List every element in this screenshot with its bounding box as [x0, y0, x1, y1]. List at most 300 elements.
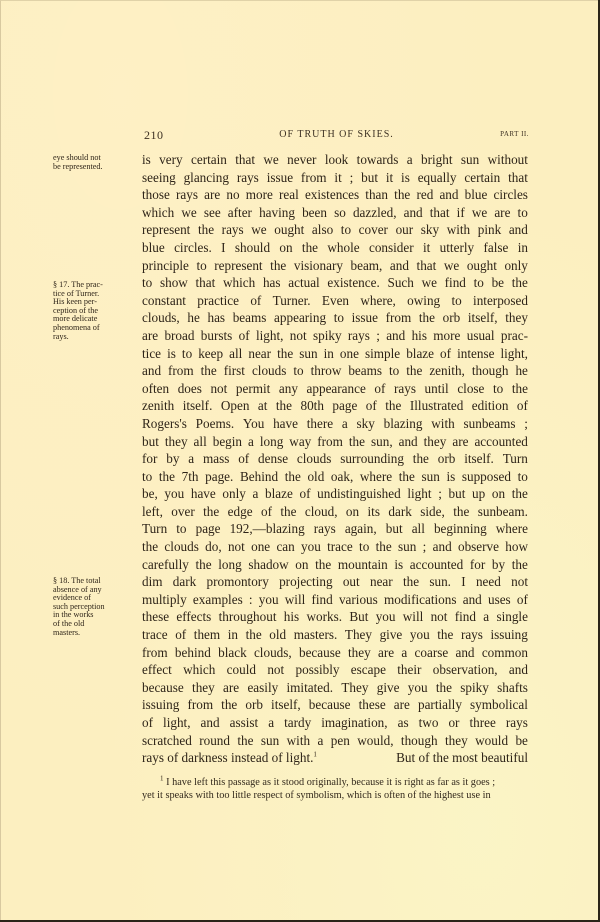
word: common — [481, 644, 528, 660]
word: surrounding — [340, 451, 404, 467]
footnote-reference[interactable]: 1 — [313, 750, 317, 759]
word: imitated. — [286, 679, 334, 695]
word: to — [359, 539, 370, 555]
word: one — [251, 539, 271, 555]
word: possibly — [295, 662, 340, 678]
word: of — [516, 591, 528, 607]
word: and — [386, 327, 406, 343]
text-line — [142, 679, 528, 697]
word: we — [251, 222, 267, 238]
word: principle — [142, 257, 189, 273]
word: the — [280, 503, 297, 519]
word: promontory — [206, 574, 269, 590]
word: look — [324, 152, 349, 167]
word: which — [183, 662, 216, 678]
sidenote-line: more delicate — [53, 314, 98, 324]
word: rays — [347, 327, 370, 343]
word: by — [166, 451, 180, 467]
text-line — [142, 257, 528, 275]
text-line — [142, 608, 528, 626]
word: be — [515, 732, 528, 748]
word: false — [483, 239, 509, 255]
word: is — [401, 169, 410, 185]
text-line-last — [142, 749, 528, 767]
word: beam, — [350, 257, 383, 273]
sidenote-line: absence of any — [53, 584, 102, 594]
word: issue — [351, 310, 378, 326]
word: appearing — [274, 310, 327, 326]
word: Rogers's — [142, 415, 187, 431]
word: his — [411, 327, 427, 343]
word: near — [248, 345, 272, 361]
word: broad — [164, 327, 195, 343]
word: left, — [142, 503, 163, 519]
text-line — [142, 151, 528, 169]
word: our — [395, 222, 414, 238]
word: only — [504, 257, 528, 273]
word: and — [455, 644, 475, 660]
word: a — [341, 415, 348, 431]
word: close — [457, 380, 485, 396]
word: accounted — [409, 556, 464, 572]
word: up — [472, 486, 486, 502]
word: light, — [255, 327, 284, 343]
word: from — [168, 363, 194, 379]
word: edge — [227, 503, 253, 519]
word: should — [234, 239, 271, 255]
word: various — [338, 591, 378, 607]
word: his — [283, 609, 300, 625]
word: are — [204, 187, 221, 203]
word: beginning — [433, 521, 487, 537]
word: one — [339, 345, 359, 361]
word: of — [374, 380, 386, 396]
word: to — [451, 292, 462, 308]
word: projecting — [279, 574, 333, 590]
word: to — [142, 275, 153, 291]
word: very — [159, 152, 183, 167]
text-line — [142, 661, 528, 679]
word: not — [210, 380, 228, 396]
text-line — [142, 520, 528, 538]
word: pink — [477, 222, 502, 238]
word: its — [367, 503, 380, 519]
word: represent — [214, 257, 263, 273]
footnote-line-2: yet it speaks with too little respect of symbolism, which is often of the highest use in — [142, 790, 491, 801]
word: interposed — [473, 292, 528, 308]
word: masters. — [293, 627, 338, 643]
word: from — [300, 169, 327, 185]
word: rays — [236, 169, 259, 185]
word: I — [221, 239, 226, 255]
word: the — [511, 275, 528, 291]
word: carefully — [142, 556, 189, 572]
word: to — [176, 521, 187, 537]
word: symbolical — [470, 697, 528, 713]
word: not — [511, 574, 528, 590]
word: can — [276, 539, 295, 555]
word: clouds, — [142, 310, 180, 326]
word: page — [195, 521, 221, 537]
text-line — [142, 204, 528, 222]
word: side, — [420, 503, 445, 519]
text-before-note: rays of darkness instead of light. — [142, 750, 314, 766]
word: They — [344, 627, 372, 643]
word: only — [222, 486, 246, 502]
word: on — [295, 556, 309, 572]
word: it — [334, 169, 342, 185]
word: circles. — [174, 239, 212, 255]
text-line — [142, 362, 528, 380]
word: never — [287, 152, 317, 167]
word: the — [412, 451, 429, 467]
word: of — [516, 398, 528, 414]
word: after — [227, 204, 252, 220]
text-line — [142, 732, 528, 750]
word: we — [443, 257, 460, 273]
word: way — [289, 433, 312, 449]
word: the — [402, 574, 420, 590]
word: single — [496, 609, 528, 625]
word: 80th — [300, 398, 324, 414]
word: which — [223, 275, 256, 291]
word: certain — [190, 152, 227, 167]
word: ; — [376, 327, 380, 343]
word: a — [252, 486, 259, 502]
word: by — [491, 556, 506, 572]
word: the — [197, 222, 215, 238]
word: if — [456, 204, 465, 220]
word: the — [158, 468, 176, 484]
sidenote-line: be represented. — [53, 161, 103, 171]
word: bright — [421, 152, 453, 167]
word: You — [242, 415, 265, 431]
word: to — [389, 363, 400, 379]
word: two — [418, 715, 439, 730]
word: they — [423, 433, 447, 449]
sidenote-section-17 — [53, 281, 137, 341]
word: having — [259, 204, 295, 220]
sidenote-line: § 18. The total — [53, 576, 101, 585]
word: oak, — [330, 468, 354, 484]
word: would — [475, 732, 509, 748]
running-head — [144, 128, 529, 144]
word: without — [487, 152, 528, 167]
text-line — [142, 309, 528, 327]
word: he — [187, 310, 200, 326]
word: has — [262, 275, 281, 291]
word: zenith — [142, 398, 175, 414]
word: represent — [142, 222, 191, 238]
word: from — [317, 433, 343, 449]
word: the — [275, 398, 293, 414]
word: blue — [464, 187, 488, 203]
word: them — [193, 627, 221, 643]
word: are — [223, 679, 240, 695]
word: of — [238, 451, 250, 467]
word: the — [237, 732, 254, 748]
text-line — [142, 345, 528, 363]
word: sun, — [371, 433, 393, 449]
word: tice — [142, 345, 162, 361]
word: we — [421, 275, 437, 291]
word: constant — [142, 292, 186, 308]
word: at — [257, 398, 268, 414]
word: effect — [142, 662, 172, 678]
word: also — [311, 222, 334, 238]
word: that — [508, 169, 528, 185]
word: the — [406, 363, 423, 379]
word: old — [269, 627, 287, 643]
word: is — [167, 345, 176, 361]
word: sun — [460, 152, 480, 167]
word: and — [462, 591, 482, 607]
word: the — [195, 556, 212, 572]
word: could — [226, 662, 256, 678]
word: ; — [422, 539, 427, 555]
word: old — [307, 468, 325, 484]
word: are — [377, 644, 395, 660]
text-line — [142, 433, 528, 451]
word: you — [164, 486, 185, 502]
word: ; — [349, 169, 354, 185]
word: they — [192, 679, 215, 695]
word: cloud, — [304, 503, 338, 519]
text-line — [142, 714, 528, 732]
word: not — [227, 539, 245, 555]
word: they — [164, 433, 188, 449]
word: 192,—blazing — [229, 521, 305, 537]
word: see — [203, 204, 221, 220]
word: is — [142, 152, 151, 167]
word: all — [411, 521, 425, 537]
word: Behind — [239, 468, 279, 484]
word: and — [142, 363, 162, 379]
word: are — [494, 204, 511, 220]
word: that — [235, 152, 256, 167]
word: the — [277, 345, 294, 361]
text-line — [142, 292, 528, 310]
word: does — [177, 380, 202, 396]
word: are — [142, 327, 159, 343]
word: show — [159, 275, 188, 291]
word: a — [188, 451, 195, 467]
word: They — [341, 679, 369, 695]
word: Open — [220, 398, 250, 414]
word: not — [430, 609, 448, 625]
word: mountain — [337, 556, 388, 572]
text-line — [142, 186, 528, 204]
word: rays — [460, 627, 483, 643]
text-after-note: But of the most beautiful — [396, 750, 528, 766]
word: the — [375, 539, 392, 555]
word: are — [393, 697, 410, 713]
word: coarse — [414, 644, 449, 660]
word: itself, — [467, 310, 498, 326]
word: all — [229, 345, 243, 361]
body-text — [142, 151, 528, 767]
sidenote-line: § 17. The prac- — [53, 280, 103, 289]
word: not — [267, 662, 285, 678]
word: not — [289, 327, 307, 343]
footnote-line-1: I have left this passage as it stood originally, because it is right as far as it goes ; — [166, 777, 496, 788]
word: be — [491, 275, 505, 291]
word: has — [207, 310, 226, 326]
word: works. — [306, 609, 343, 625]
sidenote-eye-should-not — [53, 154, 137, 171]
word: you — [375, 609, 396, 625]
word: you — [301, 539, 321, 555]
word: visionary — [293, 257, 343, 273]
sidenote-line: in the works — [53, 610, 94, 620]
footnote-marker: 1 — [160, 774, 164, 783]
word: which — [142, 204, 175, 220]
word: Turn — [142, 521, 168, 537]
word: the — [418, 310, 436, 326]
word: rays — [313, 521, 336, 537]
word: trace — [327, 539, 353, 555]
word: give — [379, 627, 403, 643]
word: over — [171, 503, 195, 519]
word: consider — [368, 239, 414, 255]
word: Illustrated — [409, 398, 464, 414]
word: of — [250, 292, 262, 308]
text-line — [142, 450, 528, 468]
word: shafts — [497, 679, 528, 695]
word: intense — [457, 345, 495, 361]
word: and — [403, 204, 423, 220]
footnote-line — [142, 776, 528, 789]
word: pen — [330, 732, 350, 748]
word: but — [448, 486, 466, 502]
word: page — [332, 398, 358, 414]
word: and — [389, 257, 409, 273]
word: whole — [327, 239, 360, 255]
word: to — [517, 204, 528, 220]
sidenote-line: ception of the — [53, 305, 99, 315]
word: 7th — [181, 468, 199, 484]
word: of — [238, 327, 250, 343]
word: is — [446, 468, 456, 484]
word: mass — [202, 451, 230, 467]
word: been — [302, 204, 327, 220]
text-line — [142, 415, 528, 433]
word: issuing — [490, 627, 528, 643]
word: all — [193, 433, 207, 449]
word: dim — [142, 574, 163, 590]
word: you — [258, 591, 279, 607]
word: trace — [142, 627, 168, 643]
word: uses — [487, 591, 511, 607]
word: that — [195, 275, 216, 291]
word: the — [453, 503, 470, 519]
word: blaze — [265, 486, 293, 502]
word: where — [495, 521, 528, 537]
word: and — [432, 539, 452, 555]
word: sky — [420, 222, 440, 238]
word: begin — [212, 433, 243, 449]
word: tardy — [284, 715, 312, 730]
word: issue — [266, 169, 294, 185]
word: the — [394, 187, 411, 203]
word: a — [401, 644, 408, 660]
word: they — [444, 732, 468, 748]
word: are — [452, 433, 469, 449]
word: round — [199, 732, 230, 748]
text-line — [142, 221, 528, 239]
text-line — [142, 556, 528, 574]
word: dense — [258, 451, 289, 467]
word: I — [461, 574, 466, 590]
word: actual — [288, 275, 320, 291]
word: the — [200, 363, 217, 379]
word: clouds — [164, 539, 199, 555]
word: escape — [350, 662, 386, 678]
word: with — [431, 415, 455, 431]
word: imagination, — [321, 715, 388, 730]
word: the — [315, 556, 332, 572]
word: the — [270, 257, 287, 273]
word: of — [365, 398, 377, 414]
word: need — [475, 574, 501, 590]
word: you — [409, 627, 430, 643]
word: spiky — [460, 679, 489, 695]
word: towards — [356, 152, 399, 167]
word: prac- — [500, 327, 528, 343]
word: light, — [163, 715, 191, 730]
footnote-text — [160, 776, 495, 789]
word: circles — [493, 187, 528, 203]
word: that — [416, 257, 437, 273]
word: find — [444, 275, 466, 291]
text-line — [142, 503, 528, 521]
word: with — [286, 732, 311, 748]
word: to — [142, 468, 153, 484]
word: to — [293, 363, 304, 379]
word: examples — [192, 591, 243, 607]
word: where, — [360, 292, 396, 308]
word: utterly — [439, 239, 475, 255]
word: the — [284, 468, 301, 484]
word: red — [416, 187, 434, 203]
word: the — [511, 486, 528, 502]
word: sun. — [429, 574, 451, 590]
word: because — [298, 644, 341, 660]
word: where — [359, 468, 393, 484]
sidenote-section-18 — [53, 577, 137, 637]
word: that — [429, 204, 450, 220]
word: these — [358, 697, 386, 713]
word: itself. — [182, 398, 213, 414]
text-line — [142, 591, 528, 609]
word: their — [397, 662, 422, 678]
word: often — [142, 380, 170, 396]
word: blaze — [406, 345, 435, 361]
word: so — [334, 204, 346, 220]
word: in — [323, 345, 334, 361]
sidenote-line: of the old — [53, 618, 85, 628]
word: issuing — [142, 697, 180, 713]
word: there — [306, 415, 334, 431]
word: on — [345, 503, 360, 519]
word: would, — [357, 732, 394, 748]
word: clouds — [296, 451, 332, 467]
word: supposed — [461, 468, 511, 484]
sidenote-line: evidence of — [53, 593, 91, 603]
word: glancing — [183, 169, 229, 185]
word: easily — [247, 679, 279, 695]
word: orb — [442, 310, 461, 326]
